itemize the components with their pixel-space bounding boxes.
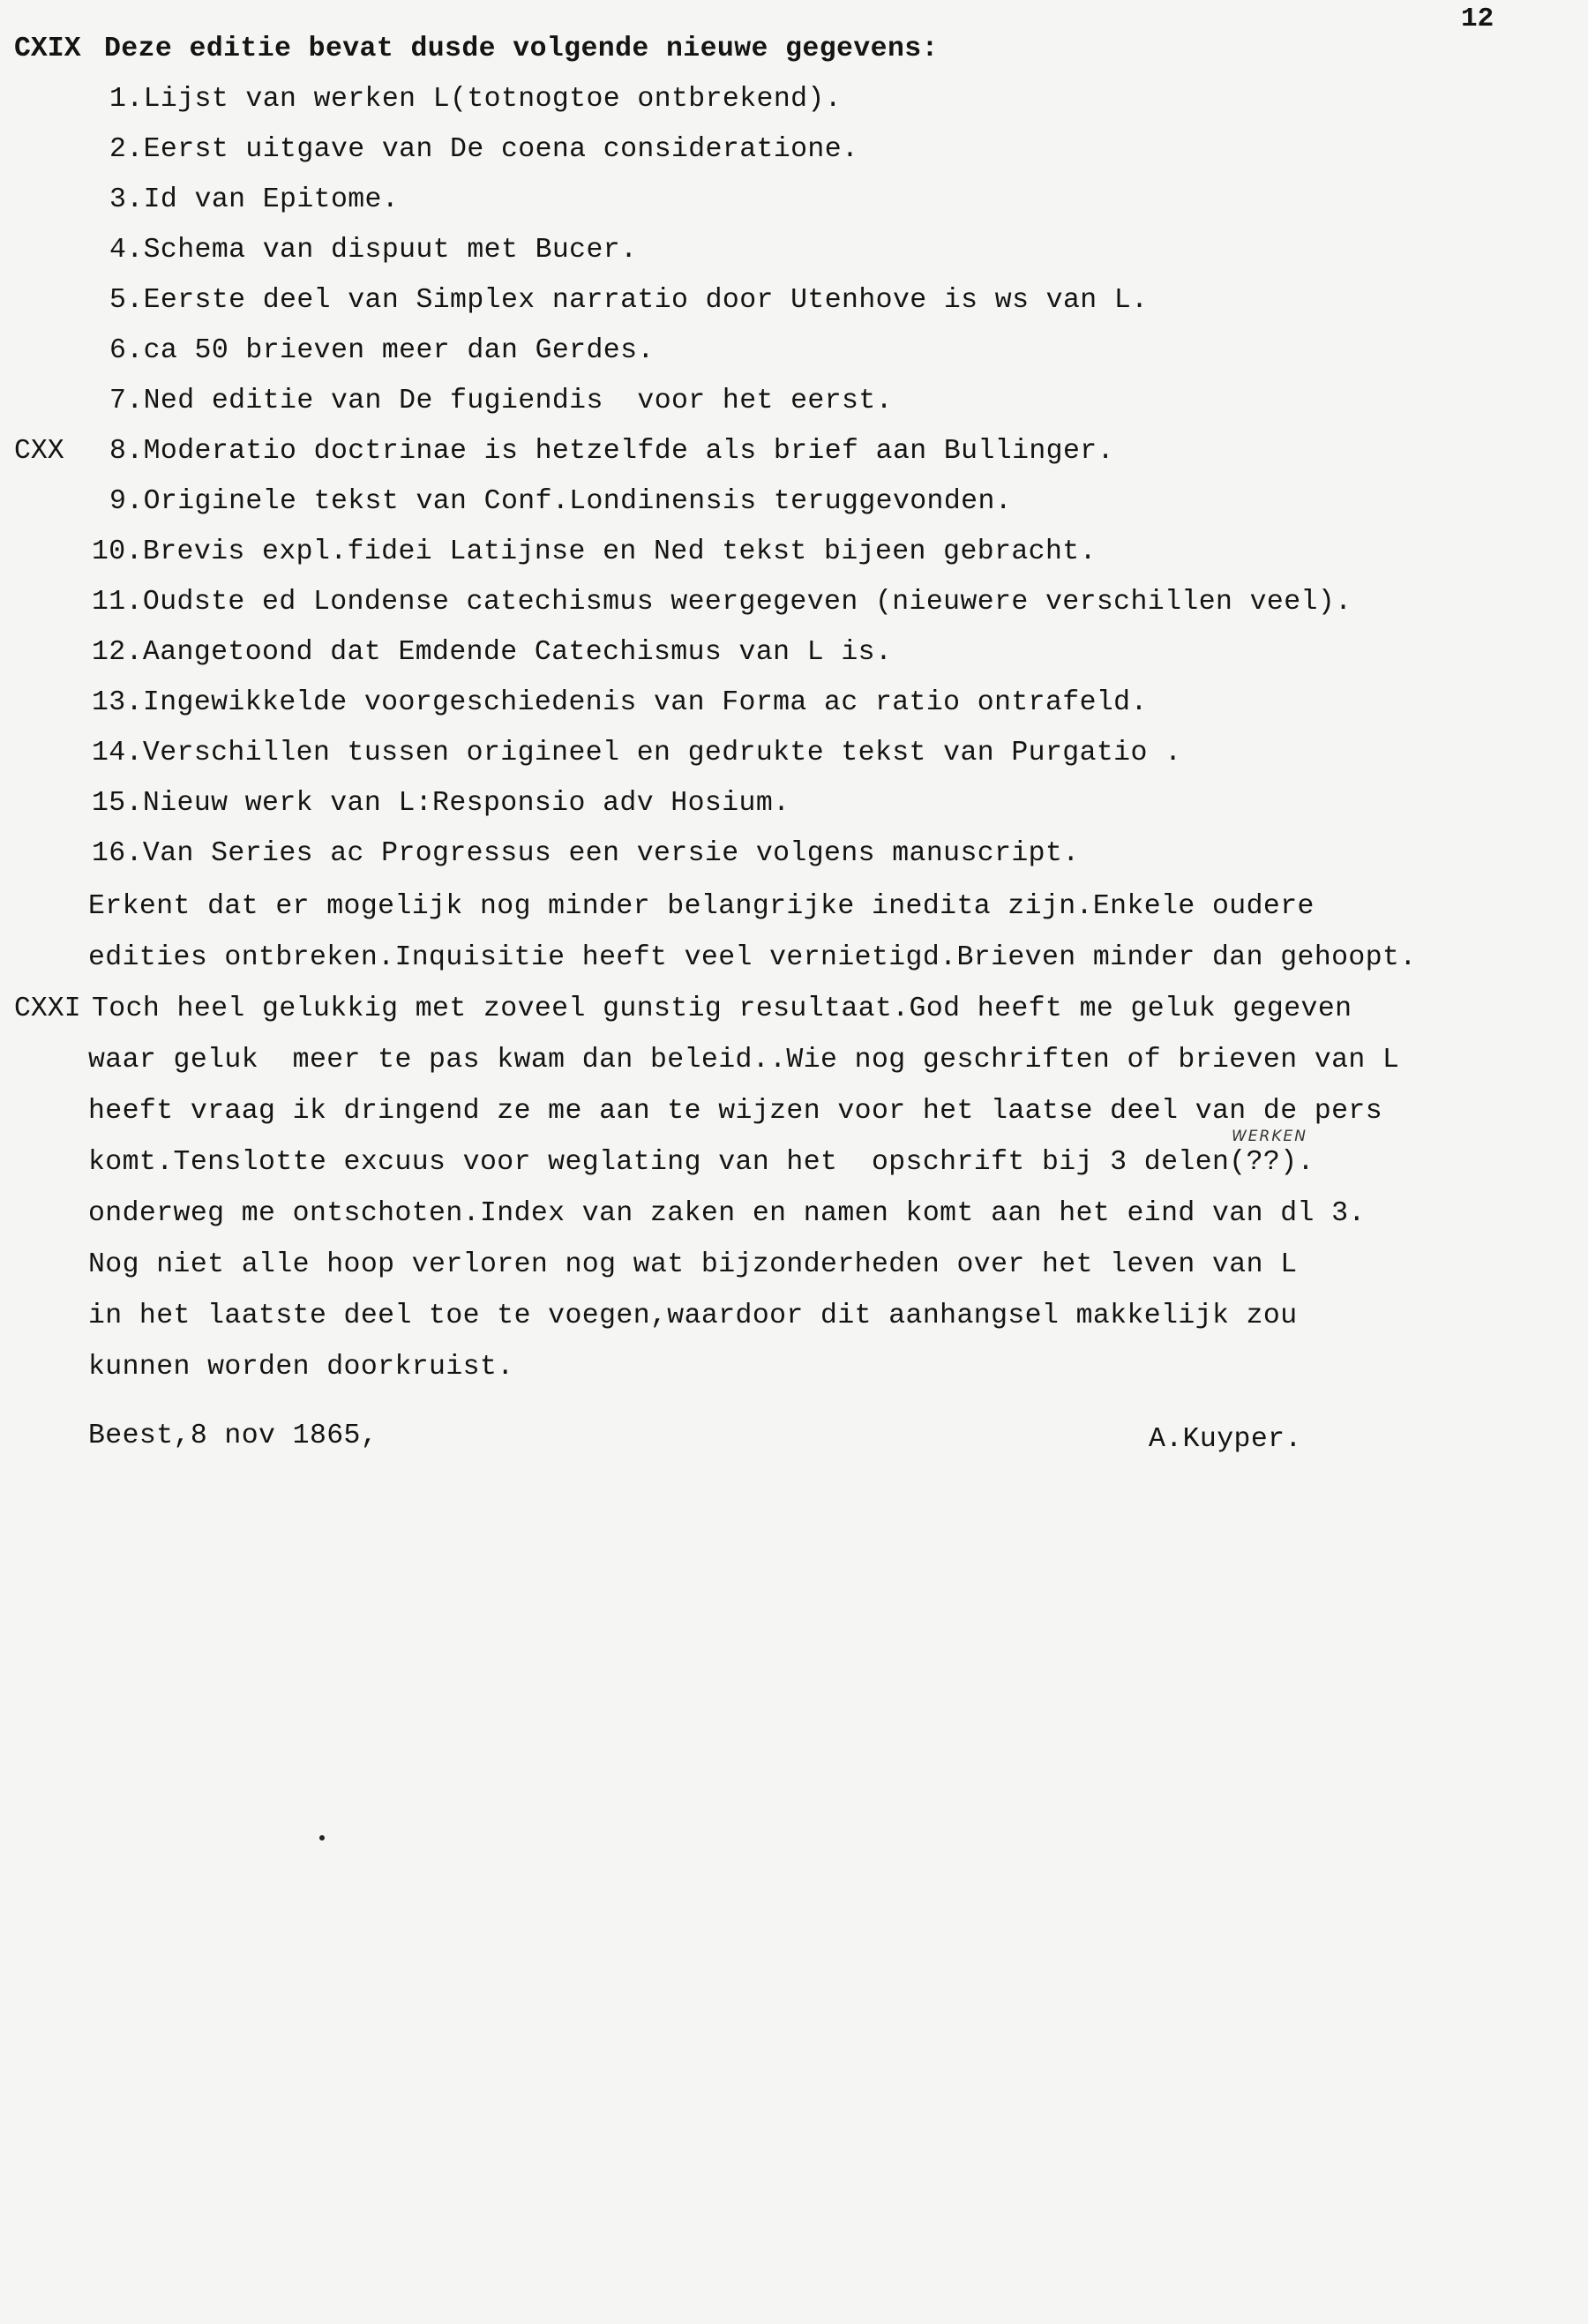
paragraph-line: heeft vraag ik dringend ze me aan te wijzen voor het laatse deel van de pers (88, 1096, 1383, 1127)
list-item: 5.Eerste deel van Simplex narratio door Utenhove is ws van L. (109, 285, 1149, 316)
paragraph-line: in het laatste deel toe te voegen,waardoor dit aanhangsel makkelijk zou (88, 1301, 1298, 1331)
paragraph-line: komt.Tenslotte excuus voor weglating van het opschrift bij 3 delen(??). (88, 1147, 1315, 1178)
place-date: Beest,8 nov 1865, (88, 1421, 378, 1451)
list-item: 12.Aangetoond dat Emdende Catechismus van L is. (92, 637, 893, 668)
list-item: 11.Oudste ed Londense catechismus weergegeven (nieuwere verschillen veel). (92, 587, 1352, 618)
paragraph-line: waar geluk meer te pas kwam dan beleid..Wie nog geschriften of brieven van L (88, 1045, 1400, 1076)
paragraph-line: Erkent dat er mogelijk nog minder belangrijke inedita zijn.Enkele oudere (88, 891, 1315, 922)
list-item: 8.Moderatio doctrinae is hetzelfde als brief aan Bullinger. (109, 436, 1114, 467)
list-item: 2.Eerst uitgave van De coena consideratione. (109, 134, 859, 165)
ink-speck (319, 1835, 325, 1840)
list-item: 3.Id van Epitome. (109, 184, 400, 215)
margin-label-cxxi: CXXI (14, 993, 81, 1024)
signature: A.Kuyper. (1149, 1424, 1302, 1455)
list-item: 9.Originele tekst van Conf.Londinensis teruggevonden. (109, 486, 1013, 517)
list-item: 10.Brevis expl.fidei Latijnse en Ned tekst bijeen gebracht. (92, 536, 1097, 567)
margin-label-cxix: CXIX (14, 34, 81, 64)
intro-line: Deze editie bevat dusde volgende nieuwe gegevens: (104, 34, 939, 64)
list-item: 13.Ingewikkelde voorgeschiedenis van Forma ac ratio ontrafeld. (92, 687, 1148, 718)
list-item: 16.Van Series ac Progressus een versie volgens manuscript. (92, 838, 1080, 869)
paragraph-line: Toch heel gelukkig met zoveel gunstig resultaat.God heeft me geluk gegeven (92, 993, 1352, 1024)
list-item: 4.Schema van dispuut met Bucer. (109, 235, 638, 266)
list-item: 1.Lijst van werken L(totnogtoe ontbrekend). (109, 84, 843, 115)
paragraph-line: edities ontbreken.Inquisitie heeft veel vernietigd.Brieven minder dan gehoopt. (88, 942, 1417, 973)
handwritten-annotation: WERKEN (1232, 1128, 1307, 1145)
list-item: 14.Verschillen tussen origineel en gedrukte tekst van Purgatio . (92, 738, 1182, 768)
list-item: 15.Nieuw werk van L:Responsio adv Hosium. (92, 788, 790, 819)
list-item: 7.Ned editie van De fugiendis voor het eerst. (109, 386, 893, 416)
margin-label-cxx: CXX (14, 436, 64, 467)
page-number: 12 (1461, 4, 1494, 34)
paragraph-line: Nog niet alle hoop verloren nog wat bijzonderheden over het leven van L (88, 1249, 1298, 1280)
list-item: 6.ca 50 brieven meer dan Gerdes. (109, 335, 655, 366)
paragraph-line: onderweg me ontschoten.Index van zaken en namen komt aan het eind van dl 3. (88, 1198, 1366, 1229)
paragraph-line: kunnen worden doorkruist. (88, 1352, 514, 1383)
